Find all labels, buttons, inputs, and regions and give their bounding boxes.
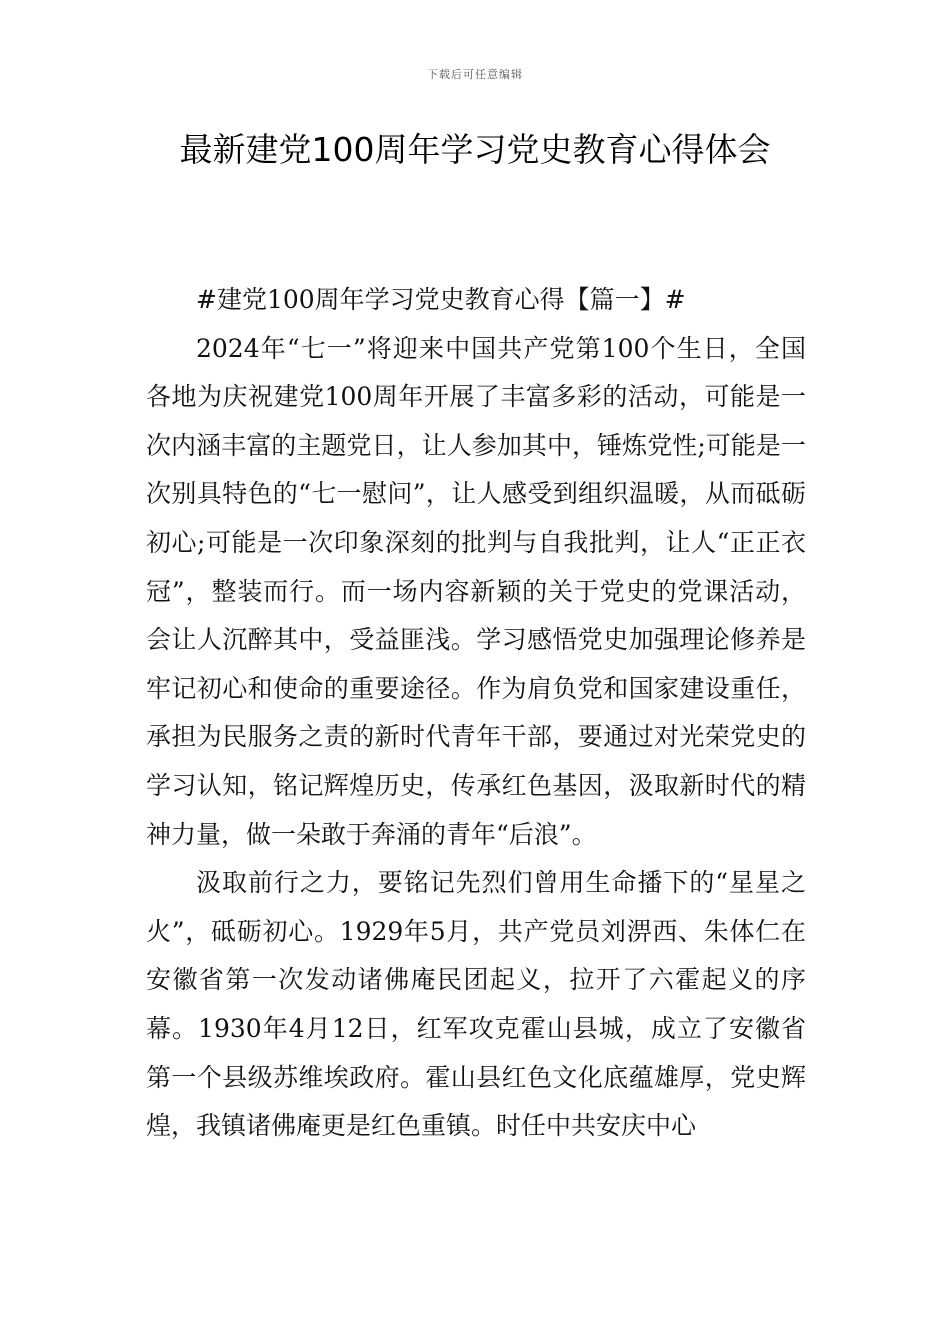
document-title: 最新建党100周年学习党史教育心得体会: [179, 130, 771, 169]
document-body: [146, 276, 806, 1151]
header-note: 下载后可任意编辑: [427, 68, 523, 81]
paragraph-2: 汲取前行之力，要铭记先烈们曾用生命播下的“星星之火”，砥砺初心。1929年5月，共产党员刘淠西、朱体仁在安徽省第一次发动诸佛庵民团起义，拉开了六霍起义的序幕。1930年4月12日，红军攻克霍山县城，成立了安徽省第一个县级苏维埃政府。霍山县红色文化底蕴雄厚，党史辉煌，我镇诸佛庵更是红色重镇。时任中共安庆中心: [146, 868, 806, 1141]
section-heading: #建党100周年学习党史教育心得【篇一】#: [196, 285, 686, 314]
paragraph-1: 2024年“七一”将迎来中国共产党第100个生日，全国各地为庆祝建党100周年开展了丰富多彩的活动，可能是一次内涵丰富的主题党日，让人参加其中，锤炼党性;可能是一次别具特色的“七一慰问”，让人感受到组织温暖，从而砥砺初心;可能是一次印象深刻的批判与自我批判，让人“正正衣冠”，整装而行。而一场内容新颖的关于党史的党课活动，会让人沉醉其中，受益匪浅。学习感悟党史加强理论修养是牢记初心和使命的重要途径。作为肩负党和国家建设重任，承担为民服务之责的新时代青年干部，要通过对光荣党史的学习认知，铭记辉煌历史，传承红色基因，汲取新时代的精神力量，做一朵敢于奔涌的青年“后浪”。: [146, 333, 806, 849]
